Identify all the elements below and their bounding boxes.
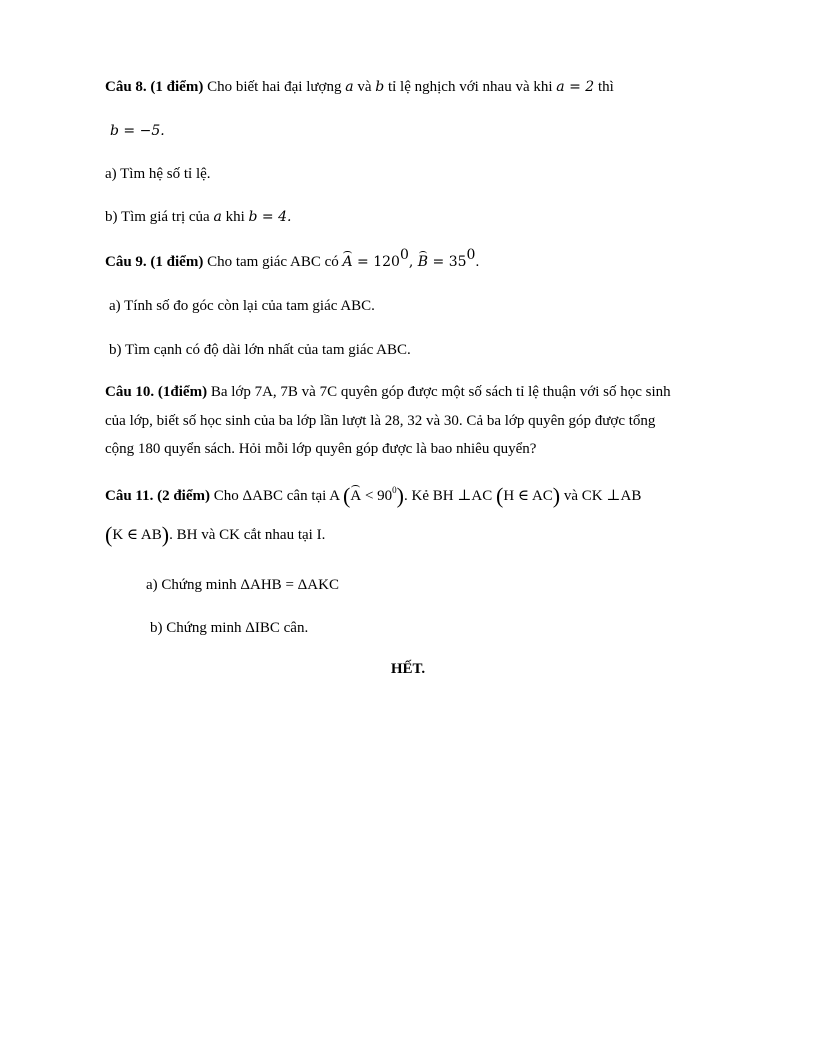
q9-label: Câu 9. (1 điểm) bbox=[105, 254, 204, 270]
q8-condition-a: a = 2 bbox=[556, 79, 595, 95]
q10-line3: cộng 180 quyển sách. Hỏi mỗi lớp quyên góp được là bao nhiêu quyển? bbox=[105, 441, 537, 457]
q10-line2: của lớp, biết số học sinh của ba lớp lần lượt là 28, 32 và 30. Cả ba lớp quyên góp được tổng bbox=[105, 413, 656, 429]
q11-line2: (K ∈ AB). BH và CK cắt nhau tại I. bbox=[105, 522, 326, 547]
q10-line1: Câu 10. (1điểm) Ba lớp 7A, 7B và 7C quyên góp được một số sách tỉ lệ thuận với số học sinh bbox=[105, 384, 671, 400]
q11-line1: Câu 11. (2 điểm) Cho ΔABC cân tại A $(A < 90^0)$. Kẻ BH ⊥AC (H ∈ AC) và CK ⊥AB bbox=[105, 483, 642, 508]
q11-label: Câu 11. (2 điểm) bbox=[105, 488, 210, 504]
end-marker: HẾT. bbox=[390, 661, 426, 677]
angle-a: A bbox=[342, 254, 353, 270]
q9-line1: Câu 9. (1 điểm) Cho tam giác ABC có $A = 120^0$, $B = 35^0$. bbox=[105, 247, 480, 270]
q8-line2 bbox=[110, 121, 165, 141]
angle-a-hat: A bbox=[350, 488, 362, 504]
q9-part-a: a) Tính số đo góc còn lại của tam giác ABC. bbox=[109, 298, 375, 314]
q10-label: Câu 10. (1điểm) bbox=[105, 384, 208, 400]
q8-condition-b: b = −5. bbox=[110, 123, 165, 139]
q8-label: Câu 8. (1 điểm) bbox=[105, 79, 204, 95]
q8-part-a: a) Tìm hệ số tỉ lệ. bbox=[105, 166, 211, 182]
q11-part-b: b) Chứng minh ΔIBC cân. bbox=[150, 620, 309, 636]
q9-part-b: b) Tìm cạnh có độ dài lớn nhất của tam giác ABC. bbox=[109, 342, 411, 358]
angle-b: B bbox=[417, 254, 429, 270]
q8-line1: Câu 8. (1 điểm) Cho biết hai đại lượng a và b tỉ lệ nghịch với nhau và khi a = 2 thì bbox=[105, 79, 614, 95]
q8-part-b: b) Tìm giá trị của a khi b = 4. bbox=[105, 209, 292, 225]
q11-part-a: a) Chứng minh ΔAHB = ΔAKC bbox=[146, 577, 339, 593]
